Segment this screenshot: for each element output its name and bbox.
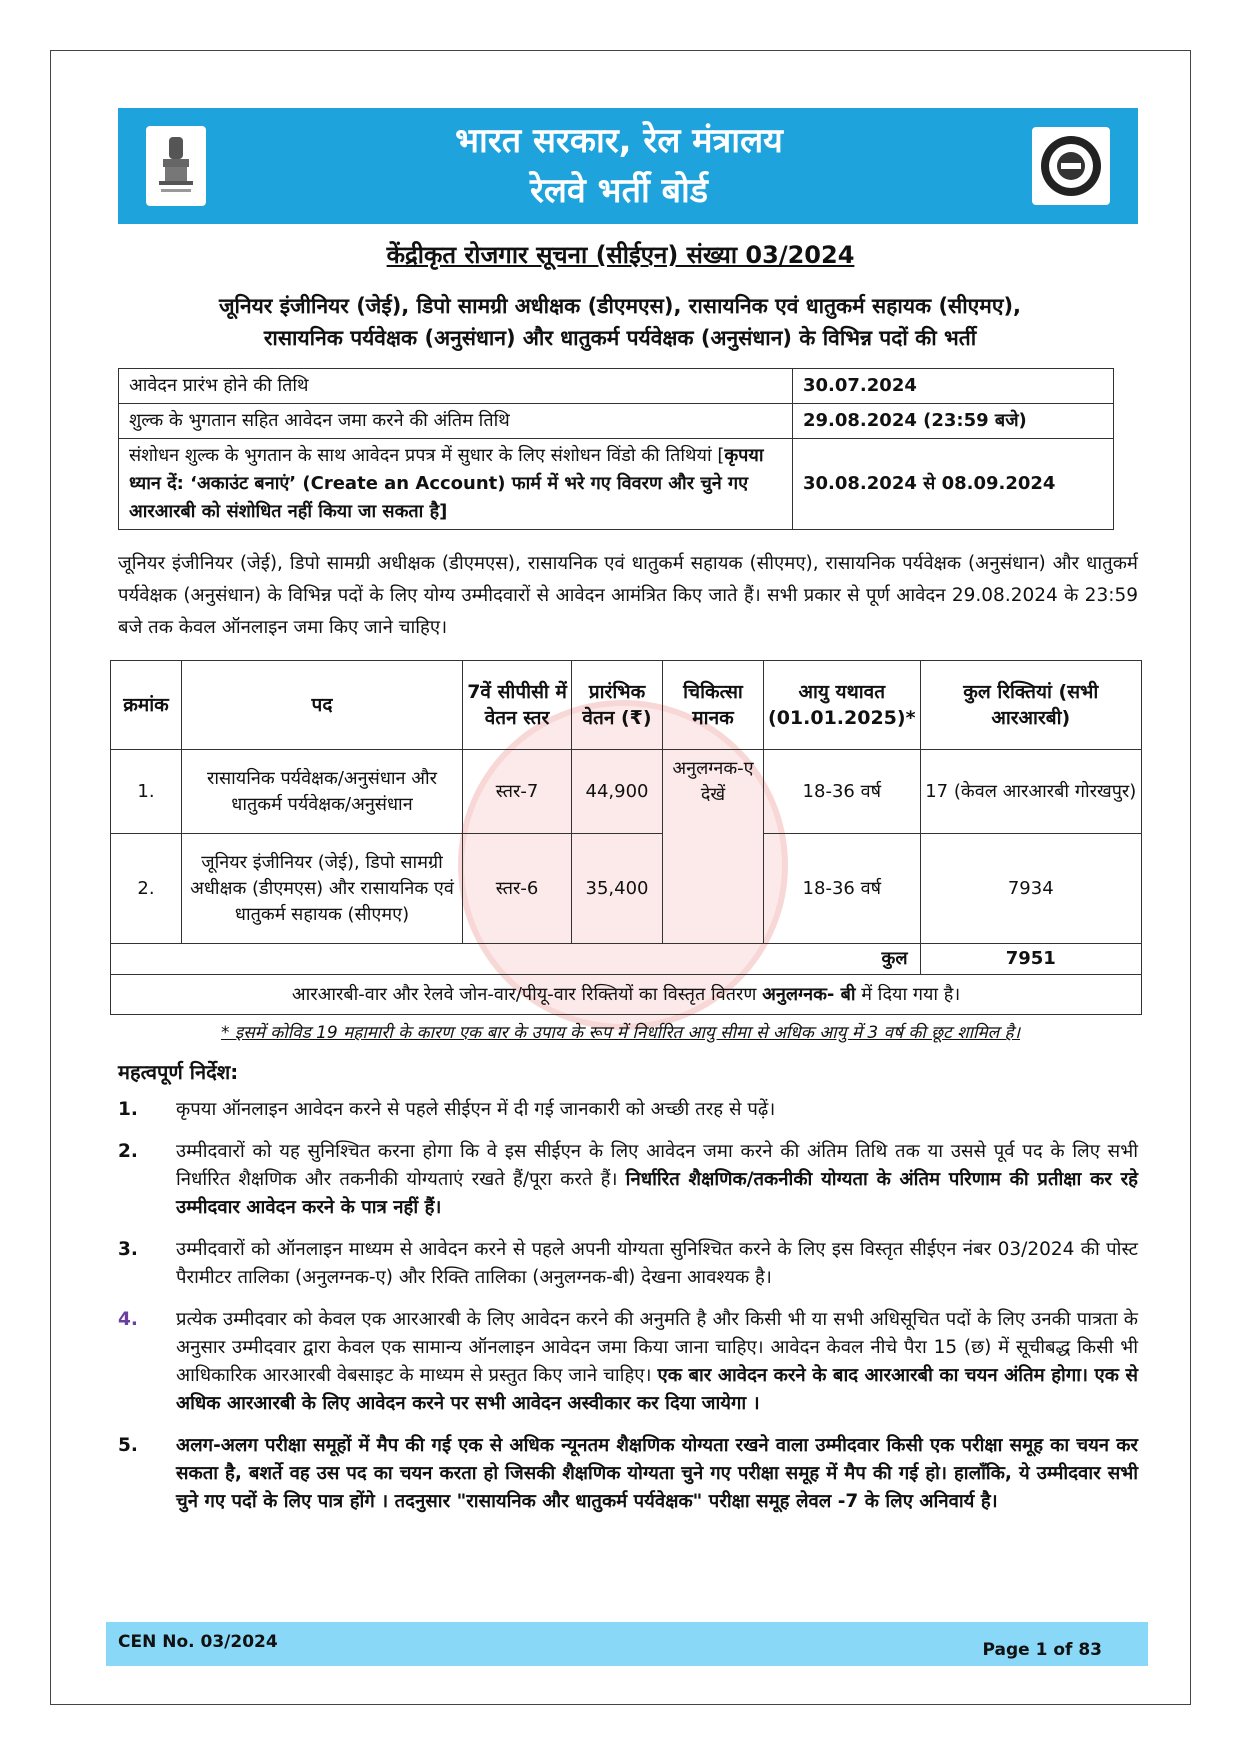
date-value: 29.08.2024 (23:59 बजे) bbox=[793, 404, 1114, 439]
instructions-list bbox=[118, 1096, 1138, 1530]
cell-medical: अनुलग्नक-ए देखें bbox=[663, 750, 764, 944]
cell-post: जूनियर इंजीनियर (जेई), डिपो सामग्री अधीक्षक (डीएमएस) और रासायनिक एवं धातुकर्म सहायक (सीएमए) bbox=[182, 834, 463, 944]
item-number: 4. bbox=[118, 1309, 138, 1330]
col-header-sno: क्रमांक bbox=[111, 661, 182, 750]
date-label: आवेदन प्रारंभ होने की तिथि bbox=[119, 369, 793, 404]
list-item bbox=[118, 1306, 1138, 1418]
item-number: 1. bbox=[118, 1099, 138, 1120]
header-title-ministry: भारत सरकार, रेल मंत्रालय bbox=[455, 121, 783, 161]
table-header-row bbox=[111, 661, 1142, 750]
modification-label: संशोधन शुल्क के भुगतान के साथ आवेदन प्रपत्र में सुधार के लिए संशोधन विंडो की तिथियां [ bbox=[129, 445, 725, 466]
intro-paragraph: जूनियर इंजीनियर (जेई), डिपो सामग्री अधीक्षक (डीएमएस), रासायनिक एवं धातुकर्म सहायक (सीएमए), रासायनिक पर्यवेक्षक (अनुसंधान) और धातुकर्म पर्यवेक्षक (अनुसंधान) के विभिन्न पदों के लिए योग्य उम्मीदवारों से आवेदन आमंत्रित किए जाते हैं। सभी प्रकार से पूर्ण आवेदन 29.08.2024 के 23:59 बजे तक केवल ऑनलाइन जमा किए जाने चाहिए। bbox=[118, 553, 1138, 638]
col-header-medical: चिकित्सा मानक bbox=[663, 661, 764, 750]
total-label: कुल bbox=[111, 944, 921, 975]
total-row bbox=[111, 944, 1142, 975]
cell-vacancies: 7934 bbox=[920, 834, 1141, 944]
subject-line-1: जूनियर इंजीनियर (जेई), डिपो सामग्री अधीक्षक (डीएमएस), रासायनिक एवं धातुकर्म सहायक (सीएमए), bbox=[218, 294, 1022, 318]
annexure-note bbox=[111, 975, 1142, 1015]
annexure-text: आरआरबी-वार और रेलवे जोन-वार/पीयू-वार रिक्तियों का विस्तृत वितरण bbox=[291, 983, 763, 1005]
cen-title: केंद्रीकृत रोजगार सूचना (सीईएन) संख्या 03/2024 bbox=[386, 241, 855, 269]
list-item bbox=[118, 1432, 1138, 1516]
col-header-pay-level: 7वें सीपीसी में वेतन स्तर bbox=[463, 661, 572, 750]
total-value: 7951 bbox=[920, 944, 1141, 975]
table-row bbox=[111, 750, 1142, 834]
cell-age: 18-36 वर्ष bbox=[764, 834, 921, 944]
date-value: 30.08.2024 से 08.09.2024 bbox=[793, 439, 1114, 530]
cell-level: स्तर-6 bbox=[463, 834, 572, 944]
col-header-initial-pay: प्रारंभिक वेतन (₹) bbox=[572, 661, 663, 750]
date-label-modification bbox=[119, 439, 793, 530]
cell-pay: 35,400 bbox=[572, 834, 663, 944]
important-dates-table bbox=[118, 368, 1114, 530]
item-bold-text: निर्धारित शैक्षणिक/तकनीकी योग्यता के अंतिम परिणाम की प्रतीक्षा कर रहे उम्मीदवार आवेदन करने के पात्र नहीं हैं। bbox=[176, 1169, 1138, 1218]
footer-cen-number: CEN No. 03/2024 bbox=[118, 1632, 278, 1652]
cell-sno: 1. bbox=[111, 750, 182, 834]
date-label: शुल्क के भुगतान सहित आवेदन जमा करने की अंतिम तिथि bbox=[119, 404, 793, 439]
item-number: 5. bbox=[118, 1435, 138, 1456]
modification-note: कृपया ध्यान दें: ‘अकाउंट बनाएं’ (Create an Account) फार्म में भरे गए विवरण और चुने गए आरआरबी को संशोधित नहीं किया जा सकता है] bbox=[129, 445, 764, 522]
posts-table bbox=[110, 660, 1142, 1015]
item-text: कृपया ऑनलाइन आवेदन करने से पहले सीईएन में दी गई जानकारी को अच्छी तरह से पढ़ें। bbox=[176, 1099, 776, 1120]
list-item bbox=[118, 1138, 1138, 1222]
item-bold-text: अलग-अलग परीक्षा समूहों में मैप की गई एक से अधिक न्यूनतम शैक्षणिक योग्यता रखने वाला उम्मीदवार किसी एक परीक्षा समूह का चयन कर सकता है, बशर्ते वह उस पद का चयन करता हो जिसकी शैक्षणिक योग्यता चुने गए परीक्षा समूह में मैप की गई हो। हालाँकि, ये उम्मीदवार सभी चुने गए पदों के लिए पात्र होंगे । तदनुसार "रासायनिक और धातुकर्म पर्यवेक्षक" परीक्षा समूह लेवल -7 के लिए अनिवार्य है। bbox=[176, 1435, 1138, 1512]
cell-age: 18-36 वर्ष bbox=[764, 750, 921, 834]
col-header-vacancies: कुल रिक्तियां (सभी आरआरबी) bbox=[920, 661, 1141, 750]
table-row bbox=[111, 834, 1142, 944]
instructions-heading: महत्वपूर्ण निर्देश: bbox=[118, 1060, 239, 1084]
footer-page-number: Page 1 of 83 bbox=[982, 1640, 1102, 1660]
recruitment-subject bbox=[130, 290, 1110, 354]
list-item bbox=[118, 1236, 1138, 1292]
cell-vacancies: 17 (केवल आरआरबी गोरखपुर) bbox=[920, 750, 1141, 834]
national-emblem-icon bbox=[146, 126, 206, 206]
subject-line-2: रासायनिक पर्यवेक्षक (अनुसंधान) और धातुकर्म पर्यवेक्षक (अनुसंधान) के विभिन्न पदों की भर्ती bbox=[263, 326, 977, 350]
cell-sno: 2. bbox=[111, 834, 182, 944]
header-banner bbox=[118, 108, 1138, 224]
cell-post: रासायनिक पर्यवेक्षक/अनुसंधान और धातुकर्म पर्यवेक्षक/अनुसंधान bbox=[182, 750, 463, 834]
col-header-age: आयु यथावत (01.01.2025)* bbox=[764, 661, 921, 750]
age-relaxation-note: * इसमें कोविड 19 महामारी के कारण एक बार के उपाय के रूप में निर्धारित आयु सीमा से अधिक आयु में 3 वर्ष की छूट शामिल है। bbox=[220, 1023, 1021, 1043]
page-footer bbox=[106, 1622, 1148, 1666]
annexure-end: में दिया गया है। bbox=[855, 983, 961, 1005]
indian-railways-logo-icon bbox=[1032, 127, 1110, 205]
annexure-bold: अनुलग्नक- बी bbox=[762, 983, 856, 1005]
date-row bbox=[119, 369, 1114, 404]
item-number: 2. bbox=[118, 1141, 138, 1162]
date-value: 30.07.2024 bbox=[793, 369, 1114, 404]
cell-level: स्तर-7 bbox=[463, 750, 572, 834]
header-title-board: रेलवे भर्ती बोर्ड bbox=[529, 171, 709, 211]
date-row bbox=[119, 439, 1114, 530]
annexure-row bbox=[111, 975, 1142, 1015]
item-text: उम्मीदवारों को ऑनलाइन माध्यम से आवेदन करने से पहले अपनी योग्यता सुनिश्चित करने के लिए इस विस्तृत सीईएन नंबर 03/2024 की पोस्ट पैरामीटर तालिका (अनुलग्नक-ए) और रिक्ति तालिका (अनुलग्नक-बी) देखना आवश्यक है। bbox=[176, 1239, 1138, 1288]
list-item bbox=[118, 1096, 1138, 1124]
item-text: प्रत्येक उम्मीदवार को केवल एक आरआरबी के लिए आवेदन करने की अनुमति है और किसी भी या सभी अधिसूचित पदों के लिए उनकी पात्रता के अनुसार उम्मीदवार द्वारा केवल एक सामान्य ऑनलाइन आवेदन जमा किया जाना चाहिए। आवेदन केवल नीचे पैरा 15 (छ) में सूचीबद्ध किसी भी आधिकारिक आरआरबी वेबसाइट के माध्यम से प्रस्तुत किए जाने चाहिए। bbox=[176, 1309, 1138, 1386]
item-text: उम्मीदवारों को यह सुनिश्चित करना होगा कि वे इस सीईएन के लिए आवेदन जमा करने की अंतिम तिथि तक या उससे पूर्व पद के लिए सभी निर्धारित शैक्षणिक और तकनीकी योग्यताएं रखते हैं/पूरा करते हैं। bbox=[176, 1141, 1138, 1190]
item-bold-text: एक बार आवेदन करने के बाद आरआरबी का चयन अंतिम होगा। एक से अधिक आरआरबी के लिए आवेदन करने पर सभी आवेदन अस्वीकार कर दिया जायेगा । bbox=[176, 1365, 1138, 1414]
item-number: 3. bbox=[118, 1239, 138, 1260]
date-row bbox=[119, 404, 1114, 439]
col-header-post: पद bbox=[182, 661, 463, 750]
cell-pay: 44,900 bbox=[572, 750, 663, 834]
